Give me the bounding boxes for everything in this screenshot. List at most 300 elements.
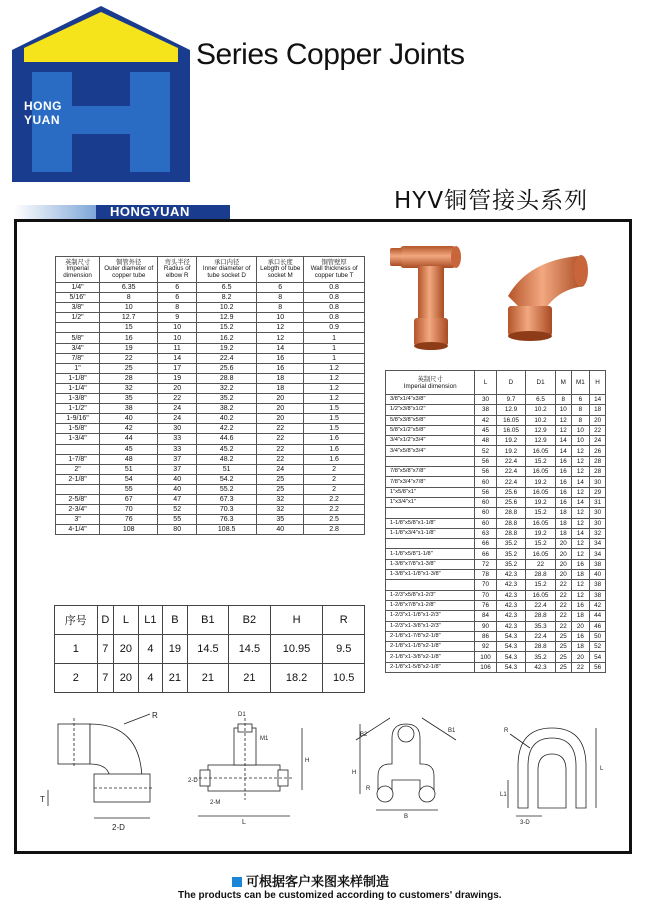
table-cell: 30: [590, 518, 606, 528]
table-cell: 28.8: [496, 508, 526, 518]
table-row: [56, 323, 365, 333]
table-cell: 55.2: [197, 484, 257, 494]
table-row: [56, 343, 365, 353]
header-en: L: [483, 379, 488, 386]
table-cell: 40: [257, 525, 304, 535]
table-cell: 22.4: [197, 353, 257, 363]
table-cell: 16.2: [197, 333, 257, 343]
table-cell: 18: [555, 508, 571, 518]
header-en: Imperial dimension: [63, 265, 92, 279]
table-cell: 54.2: [197, 474, 257, 484]
table-row: [386, 528, 606, 538]
table-cell: 50: [590, 631, 606, 641]
table-row: [56, 283, 365, 293]
bridge-b1-label: B1: [448, 728, 456, 734]
table-row: [386, 559, 606, 569]
tee-m1-label: M1: [260, 736, 269, 742]
table-cell: 3/8": [56, 303, 100, 313]
table-cell: 38.2: [197, 404, 257, 414]
table-cell: 12: [571, 487, 590, 497]
table-cell: 28.8: [526, 570, 556, 580]
table-cell: 14: [257, 343, 304, 353]
table-cell: [386, 539, 475, 549]
table-cell: 45: [475, 425, 496, 435]
table-cell: 33: [158, 434, 197, 444]
table-cell: 24: [158, 414, 197, 424]
table-row: [56, 434, 365, 444]
table-cell: 60: [475, 497, 496, 507]
table-cell: 10.5: [323, 664, 365, 693]
header-en: M1: [576, 379, 585, 386]
table-cell: 45: [100, 444, 158, 454]
table-cell: 35: [100, 394, 158, 404]
u-r-label: R: [504, 728, 509, 734]
hongyuan-logo: [12, 6, 190, 182]
table-cell: 20: [158, 383, 197, 393]
table-row: [386, 487, 606, 497]
table-cell: 8: [257, 303, 304, 313]
table-cell: 1: [304, 333, 365, 343]
table-cell: 14: [555, 446, 571, 456]
table-cell: 22: [257, 424, 304, 434]
table-row: [56, 394, 365, 404]
table-cell: 20: [257, 414, 304, 424]
tee-fitting-photo: [390, 246, 461, 350]
table-cell: 1.2: [304, 373, 365, 383]
table-cell: 21: [163, 664, 188, 693]
table-cell: 44.6: [197, 434, 257, 444]
table-row: [56, 515, 365, 525]
table-cell: 26: [590, 446, 606, 456]
table-cell: 10.2: [526, 405, 556, 415]
table-row: [386, 631, 606, 641]
tee-h-label: H: [305, 758, 310, 764]
table-cell: 16.05: [526, 446, 556, 456]
table-cell: 1.2: [304, 383, 365, 393]
table-cell: 25: [555, 631, 571, 641]
table-cell: 54.3: [496, 631, 526, 641]
elbow-header-cell: [197, 257, 257, 283]
table-cell: 15: [100, 323, 158, 333]
table-cell: 92: [475, 642, 496, 652]
table-cell: 20: [257, 404, 304, 414]
table-cell: 40: [158, 484, 197, 494]
table-cell: 25: [555, 652, 571, 662]
table-cell: 22: [555, 580, 571, 590]
table-cell: 2: [304, 464, 365, 474]
table-cell: 10.95: [270, 635, 323, 664]
table-cell: 10.2: [197, 303, 257, 313]
table-cell: 12: [571, 580, 590, 590]
table-cell: 42.2: [197, 424, 257, 434]
table-cell: 54: [100, 474, 158, 484]
table-cell: 2-1/8": [56, 474, 100, 484]
table-row: [56, 383, 365, 393]
table-cell: 28: [590, 467, 606, 477]
table-cell: 14.5: [187, 635, 228, 664]
bridge-header-cell: D: [97, 606, 114, 635]
table-cell: 22.4: [496, 467, 526, 477]
table-cell: 16: [257, 363, 304, 373]
table-cell: 60: [475, 508, 496, 518]
table-cell: 25: [100, 363, 158, 373]
bridge-h-label: H: [352, 770, 357, 776]
table-cell: 19: [100, 343, 158, 353]
table-row: [386, 497, 606, 507]
table-row: [56, 303, 365, 313]
table-cell: 67: [100, 494, 158, 504]
table-row: [386, 467, 606, 477]
table-row: [386, 415, 606, 425]
table-cell: 54.3: [496, 652, 526, 662]
table-cell: 2.5: [304, 515, 365, 525]
table-cell: 72: [475, 559, 496, 569]
table-cell: 18: [555, 528, 571, 538]
table-cell: 66: [475, 549, 496, 559]
table-cell: 14: [555, 436, 571, 446]
table-cell: 22: [555, 590, 571, 600]
chinese-title: HYV铜管接头系列: [394, 188, 589, 214]
table-cell: 38: [590, 580, 606, 590]
bridge-header-cell: B: [163, 606, 188, 635]
table-cell: 1/2"x3/8"x1/2": [386, 405, 475, 415]
table-cell: 1: [55, 635, 98, 664]
table-cell: 52: [158, 505, 197, 515]
table-cell: 8: [158, 303, 197, 313]
table-cell: 25: [555, 642, 571, 652]
bridge-drawing: [352, 718, 456, 820]
header-cn: 铜管壁厚: [321, 259, 347, 267]
table-cell: 42.3: [526, 662, 556, 672]
table-cell: 22: [257, 434, 304, 444]
table-cell: 5/8"x3/8"x5/8": [386, 415, 475, 425]
table-cell: 40: [590, 570, 606, 580]
table-cell: 0.8: [304, 313, 365, 323]
table-cell: 48: [100, 454, 158, 464]
table-cell: 56: [475, 487, 496, 497]
table-cell: 12: [571, 539, 590, 549]
table-row: [56, 505, 365, 515]
table-cell: 33: [158, 444, 197, 454]
table-cell: 16.05: [526, 467, 556, 477]
table-cell: 35.2: [496, 559, 526, 569]
table-cell: 2": [56, 464, 100, 474]
table-cell: 16: [571, 559, 590, 569]
table-cell: 1-3/8"x7/8"x1-3/8": [386, 559, 475, 569]
header-en: Lebgth of tube socket M: [260, 265, 301, 279]
table-cell: [56, 444, 100, 454]
table-cell: 52: [590, 642, 606, 652]
tee-header-cell: [526, 371, 556, 395]
tee-header-cell: [571, 371, 590, 395]
table-cell: 12.9: [526, 436, 556, 446]
table-cell: 20: [571, 652, 590, 662]
table-cell: 42.3: [496, 580, 526, 590]
table-cell: 56: [590, 662, 606, 672]
table-cell: 6: [571, 395, 590, 405]
table-cell: 15.2: [526, 580, 556, 590]
table-cell: 1"x3/4"x1": [386, 497, 475, 507]
table-cell: 16: [257, 353, 304, 363]
table-cell: 28.8: [526, 642, 556, 652]
bridge-header-cell: 序号: [55, 606, 98, 635]
elbow-drawing: [40, 711, 158, 832]
header-cn: 铜管外径: [116, 259, 142, 267]
table-cell: 15.2: [526, 456, 556, 466]
header-en: H: [595, 379, 600, 386]
table-cell: 22: [526, 559, 556, 569]
bridge-header-cell: L1: [138, 606, 163, 635]
table-row: [56, 353, 365, 363]
table-cell: 1.6: [304, 434, 365, 444]
tee-header-cell: [496, 371, 526, 395]
table-cell: 86: [475, 631, 496, 641]
table-cell: 1": [56, 363, 100, 373]
table-row: [386, 446, 606, 456]
table-cell: 12: [571, 446, 590, 456]
table-cell: 16: [555, 467, 571, 477]
table-cell: 30: [475, 395, 496, 405]
table-cell: 1.5: [304, 424, 365, 434]
table-cell: 19.2: [197, 343, 257, 353]
footer-english: The products can be customized according to customers' drawings.: [178, 890, 502, 901]
table-row: [386, 436, 606, 446]
elbow-header-cell: [158, 257, 197, 283]
table-cell: 24: [257, 464, 304, 474]
table-cell: 30: [158, 424, 197, 434]
table-row: [386, 518, 606, 528]
table-cell: 9.5: [323, 635, 365, 664]
table-cell: 28: [590, 456, 606, 466]
table-cell: 1/4": [56, 283, 100, 293]
table-cell: 1"x5/8"x1": [386, 487, 475, 497]
table-cell: 47: [158, 494, 197, 504]
table-cell: 0.9: [304, 323, 365, 333]
table-cell: 1: [304, 353, 365, 363]
table-cell: 29: [590, 487, 606, 497]
header-en: Imperial dimension: [403, 382, 457, 390]
table-cell: 10: [571, 425, 590, 435]
table-cell: 70: [475, 580, 496, 590]
table-cell: 18: [571, 642, 590, 652]
u-l1-label: L1: [500, 792, 507, 798]
table-cell: 60: [475, 518, 496, 528]
table-cell: 25.6: [496, 497, 526, 507]
table-cell: 38: [475, 405, 496, 415]
table-row: [56, 373, 365, 383]
elbow-header-cell: [257, 257, 304, 283]
tee-d1-label: D1: [238, 712, 246, 718]
table-cell: 42: [590, 600, 606, 610]
table-cell: 42.3: [496, 621, 526, 631]
table-cell: 14: [158, 353, 197, 363]
u-l-label: L: [600, 766, 604, 772]
bridge-header-cell: H: [270, 606, 323, 635]
table-cell: 60: [475, 477, 496, 487]
table-cell: 1-2/3"x1-1/8"x1-2/3": [386, 611, 475, 621]
table-cell: 14.5: [229, 635, 270, 664]
table-cell: 20: [555, 559, 571, 569]
table-cell: 67.3: [197, 494, 257, 504]
table-cell: 20: [590, 415, 606, 425]
table-cell: 1-2/8"x7/8"x1-2/8": [386, 600, 475, 610]
tee-l-label: L: [242, 819, 246, 826]
table-cell: 22: [555, 611, 571, 621]
brand-bar-label: HONGYUAN: [110, 204, 190, 219]
table-row: [386, 642, 606, 652]
table-cell: 37: [158, 464, 197, 474]
table-cell: 106: [475, 662, 496, 672]
table-cell: 6: [257, 283, 304, 293]
table-cell: 7: [97, 664, 114, 693]
table-cell: 10.2: [526, 415, 556, 425]
table-cell: 16.05: [526, 518, 556, 528]
table-cell: 22.4: [526, 631, 556, 641]
table-cell: 38: [590, 559, 606, 569]
header-cn: 承口内径: [214, 259, 240, 267]
table-cell: 18: [555, 518, 571, 528]
table-cell: 20: [555, 539, 571, 549]
table-cell: 12: [571, 456, 590, 466]
table-cell: 24: [158, 404, 197, 414]
table-cell: 1-7/8": [56, 454, 100, 464]
table-row: [56, 414, 365, 424]
table-cell: 12: [571, 590, 590, 600]
table-cell: 19.2: [526, 497, 556, 507]
table-cell: 4: [138, 664, 163, 693]
table-row: [386, 395, 606, 405]
table-cell: 15.2: [197, 323, 257, 333]
logo-house-icon: [12, 6, 190, 182]
table-cell: 5/8"x1/2"x5/8": [386, 425, 475, 435]
header-en: Outer diameter of copper tube: [104, 265, 154, 279]
tee-2m-label: 2-M: [210, 800, 221, 806]
table-row: [56, 525, 365, 535]
table-cell: 8: [257, 293, 304, 303]
table-cell: 1-1/8"x3/4"x1-1/8": [386, 528, 475, 538]
tee-drawing: [188, 712, 309, 826]
table-cell: 15.2: [526, 539, 556, 549]
table-row: [386, 425, 606, 435]
table-cell: 90: [475, 621, 496, 631]
table-cell: 22: [100, 353, 158, 363]
table-row: [386, 508, 606, 518]
table-cell: 0.8: [304, 293, 365, 303]
logo-line-2: YUAN: [24, 113, 61, 127]
tee-header-cell: [475, 371, 496, 395]
table-cell: 1-3/4": [56, 434, 100, 444]
table-cell: 19.2: [526, 477, 556, 487]
header-en: M: [560, 379, 566, 386]
table-cell: 5/8": [56, 333, 100, 343]
table-cell: 3/8"x1/4"x3/8": [386, 395, 475, 405]
table-cell: 20: [555, 570, 571, 580]
table-cell: 32: [257, 494, 304, 504]
table-cell: 2-1/8"x1-1/8"x2-1/8": [386, 642, 475, 652]
table-cell: 28.8: [496, 528, 526, 538]
table-row: [56, 474, 365, 484]
table-cell: 28.8: [197, 373, 257, 383]
table-row: [386, 549, 606, 559]
table-cell: 1-1/4": [56, 383, 100, 393]
table-cell: 14: [571, 477, 590, 487]
table-cell: 19: [158, 373, 197, 383]
table-row: [386, 539, 606, 549]
table-cell: 1-1/8": [56, 373, 100, 383]
table-cell: 35.2: [197, 394, 257, 404]
table-cell: 8: [571, 405, 590, 415]
table-cell: 22: [257, 444, 304, 454]
table-cell: 28.8: [526, 611, 556, 621]
table-cell: 21: [187, 664, 228, 693]
header-en: Radius of elbow R: [163, 265, 191, 279]
blue-square-icon: [232, 877, 242, 887]
table-cell: 56: [475, 467, 496, 477]
table-cell: 1-1/8"x5/8"1-1/8": [386, 549, 475, 559]
table-cell: 25: [555, 662, 571, 672]
table-cell: [386, 456, 475, 466]
table-cell: 76: [100, 515, 158, 525]
table-cell: 16: [555, 497, 571, 507]
table-cell: 38: [590, 590, 606, 600]
table-cell: 10: [100, 303, 158, 313]
table-cell: 1.2: [304, 363, 365, 373]
table-cell: 9.7: [496, 395, 526, 405]
table-cell: 14: [571, 528, 590, 538]
table-cell: 18: [257, 373, 304, 383]
table-cell: 32: [257, 505, 304, 515]
table-cell: 16.05: [496, 425, 526, 435]
table-cell: 18: [571, 611, 590, 621]
table-row: [386, 405, 606, 415]
table-cell: 12: [571, 518, 590, 528]
u-bend-drawing: [500, 728, 604, 826]
table-cell: 1.5: [304, 404, 365, 414]
table-cell: 30: [590, 508, 606, 518]
table-cell: 30: [590, 477, 606, 487]
table-cell: 34: [590, 539, 606, 549]
table-cell: 28: [100, 373, 158, 383]
table-row: [386, 662, 606, 672]
bridge-header-cell: B2: [229, 606, 270, 635]
table-cell: 42.3: [496, 600, 526, 610]
table-cell: 12: [571, 467, 590, 477]
table-cell: 16: [571, 600, 590, 610]
table-row: [386, 600, 606, 610]
table-cell: 6: [158, 283, 197, 293]
table-cell: 70: [475, 590, 496, 600]
table-cell: 3/4"x5/8"x3/4": [386, 446, 475, 456]
table-cell: 1-2/3"x1-3/8"x1-2/3": [386, 621, 475, 631]
table-cell: 32: [590, 528, 606, 538]
table-cell: 22: [158, 394, 197, 404]
table-cell: 12.7: [100, 313, 158, 323]
table-cell: 32.2: [197, 383, 257, 393]
table-cell: 7: [97, 635, 114, 664]
table-cell: 35.2: [496, 549, 526, 559]
table-cell: 48.2: [197, 454, 257, 464]
table-cell: 3/4"x1/2"x3/4": [386, 436, 475, 446]
table-cell: 6.5: [197, 283, 257, 293]
table-cell: 7/8": [56, 353, 100, 363]
table-cell: 80: [158, 525, 197, 535]
table-cell: 10: [571, 436, 590, 446]
elbow-header-cell: [100, 257, 158, 283]
table-row: [55, 635, 365, 664]
table-row: [386, 477, 606, 487]
table-cell: 2: [304, 484, 365, 494]
table-cell: [56, 484, 100, 494]
